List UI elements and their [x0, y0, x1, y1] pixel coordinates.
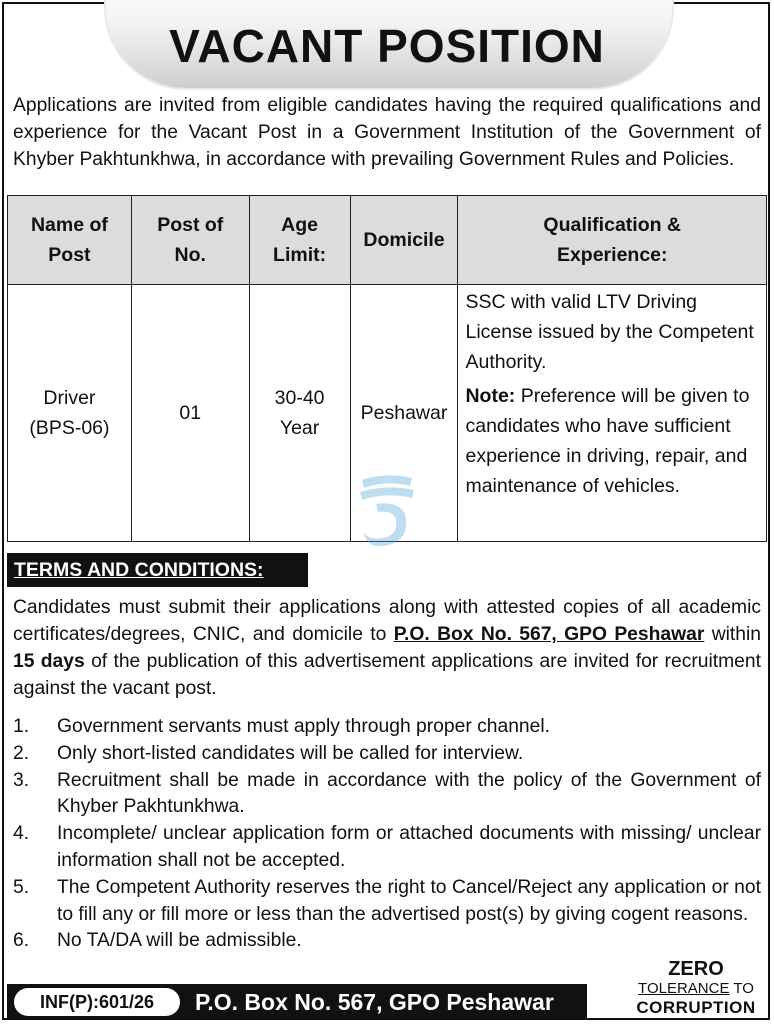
header-name-of-post	[8, 196, 132, 285]
intro-paragraph: Applications are invited from eligible candidates having the required qualifications and experience for the Vacant Post in a Government Institution of the Government of Khyber Pakhtunkhwa, in accordance with prevailing Government Rules and Policies.	[13, 95, 761, 170]
list-item-text: Recruitment shall be made in accordance with the policy of the Government of Khyber Pakhtunkhwa.	[57, 769, 761, 818]
terms-text-part: within	[704, 624, 761, 645]
list-item	[13, 768, 761, 822]
list-item-text: The Competent Authority reserves the right to Cancel/Reject any application or not to fill any or fill more or less than the advertised post(s) by giving cogent reasons.	[57, 876, 761, 925]
badge-line-zero: ZERO	[668, 958, 724, 980]
list-item-number: 1.	[13, 716, 30, 737]
cell-domicile: Peshawar	[350, 285, 458, 542]
header-post-count	[131, 196, 249, 285]
note-text: Preference will be given to candidates who have sufficient experience in driving, repair, and maintenance of vehicles.	[465, 385, 750, 497]
cell-qualification	[458, 285, 767, 542]
header-text: Age	[281, 214, 318, 236]
list-item	[13, 714, 761, 741]
note-label: Note:	[465, 385, 516, 407]
terms-text-part: Candidates must submit their applications along with attested copies of all academic certificates/degrees, CNIC, and domicile to	[13, 597, 761, 645]
header-text: Limit:	[273, 244, 327, 266]
header-text: No.	[174, 244, 206, 266]
cell-text: Driver	[43, 387, 96, 409]
list-item	[13, 821, 761, 875]
list-item-text: Government servants must apply through proper channel.	[57, 716, 551, 737]
cell-age-limit	[249, 285, 350, 542]
badge-line-corruption: CORRUPTION	[636, 998, 756, 1017]
list-item-number: 2.	[13, 742, 30, 764]
header-qualification	[458, 196, 767, 285]
page-title: VACANT POSITION	[169, 20, 605, 72]
list-item	[13, 928, 761, 955]
qualification-note	[465, 381, 760, 501]
header-text: Post of	[157, 214, 224, 236]
terms-heading-text: TERMS AND CONDITIONS:	[14, 559, 264, 581]
badge-tolerance-text: TOLERANCE	[638, 980, 730, 997]
cell-text: Year	[279, 417, 320, 439]
watermark-logo-icon	[356, 470, 418, 550]
cell-post-count: 01	[131, 285, 249, 542]
reference-number: INF(P):601/26	[14, 988, 180, 1016]
header-age-limit	[249, 196, 350, 285]
cell-text: 30-40	[274, 387, 325, 409]
list-item-number: 3.	[13, 769, 30, 791]
cell-post-name	[8, 285, 132, 542]
badge-line-tolerance	[628, 980, 764, 998]
cell-text: (BPS-06)	[29, 417, 110, 439]
header-domicile: Domicile	[350, 196, 458, 285]
zero-tolerance-badge	[628, 958, 764, 1018]
list-item-number: 5.	[13, 876, 30, 898]
terms-paragraph	[13, 594, 761, 702]
header-text: Name of	[30, 214, 108, 236]
list-item-text: Incomplete/ unclear application form or attached documents with missing/ unclear information shall not be accepted.	[57, 823, 761, 871]
conditions-list	[13, 714, 761, 955]
list-item	[13, 875, 761, 929]
terms-text-part: of the publication of this advertisement applications are invited for recruitment against the vacant post.	[13, 651, 761, 699]
footer-address: P.O. Box No. 567, GPO Peshawar	[195, 989, 554, 1015]
header-text: Experience:	[556, 244, 668, 266]
table-header-row	[8, 196, 767, 285]
badge-to-text: TO	[729, 980, 754, 997]
header-text: Post	[48, 244, 91, 266]
list-item-number: 6.	[13, 930, 30, 952]
list-item	[13, 741, 761, 768]
terms-address: P.O. Box No. 567, GPO Peshawar	[393, 624, 705, 645]
header-text: Qualification &	[543, 214, 682, 236]
list-item-number: 4.	[13, 823, 30, 845]
list-item-text: No TA/DA will be admissible.	[57, 930, 302, 952]
list-item-text: Only short-listed candidates will be called for interview.	[57, 742, 524, 764]
terms-days: 15 days	[13, 651, 85, 672]
terms-heading	[7, 553, 308, 587]
footer-bar	[7, 984, 587, 1020]
qualification-text: SSC with valid LTV Driving License issued by the Competent Authority.	[465, 291, 754, 373]
